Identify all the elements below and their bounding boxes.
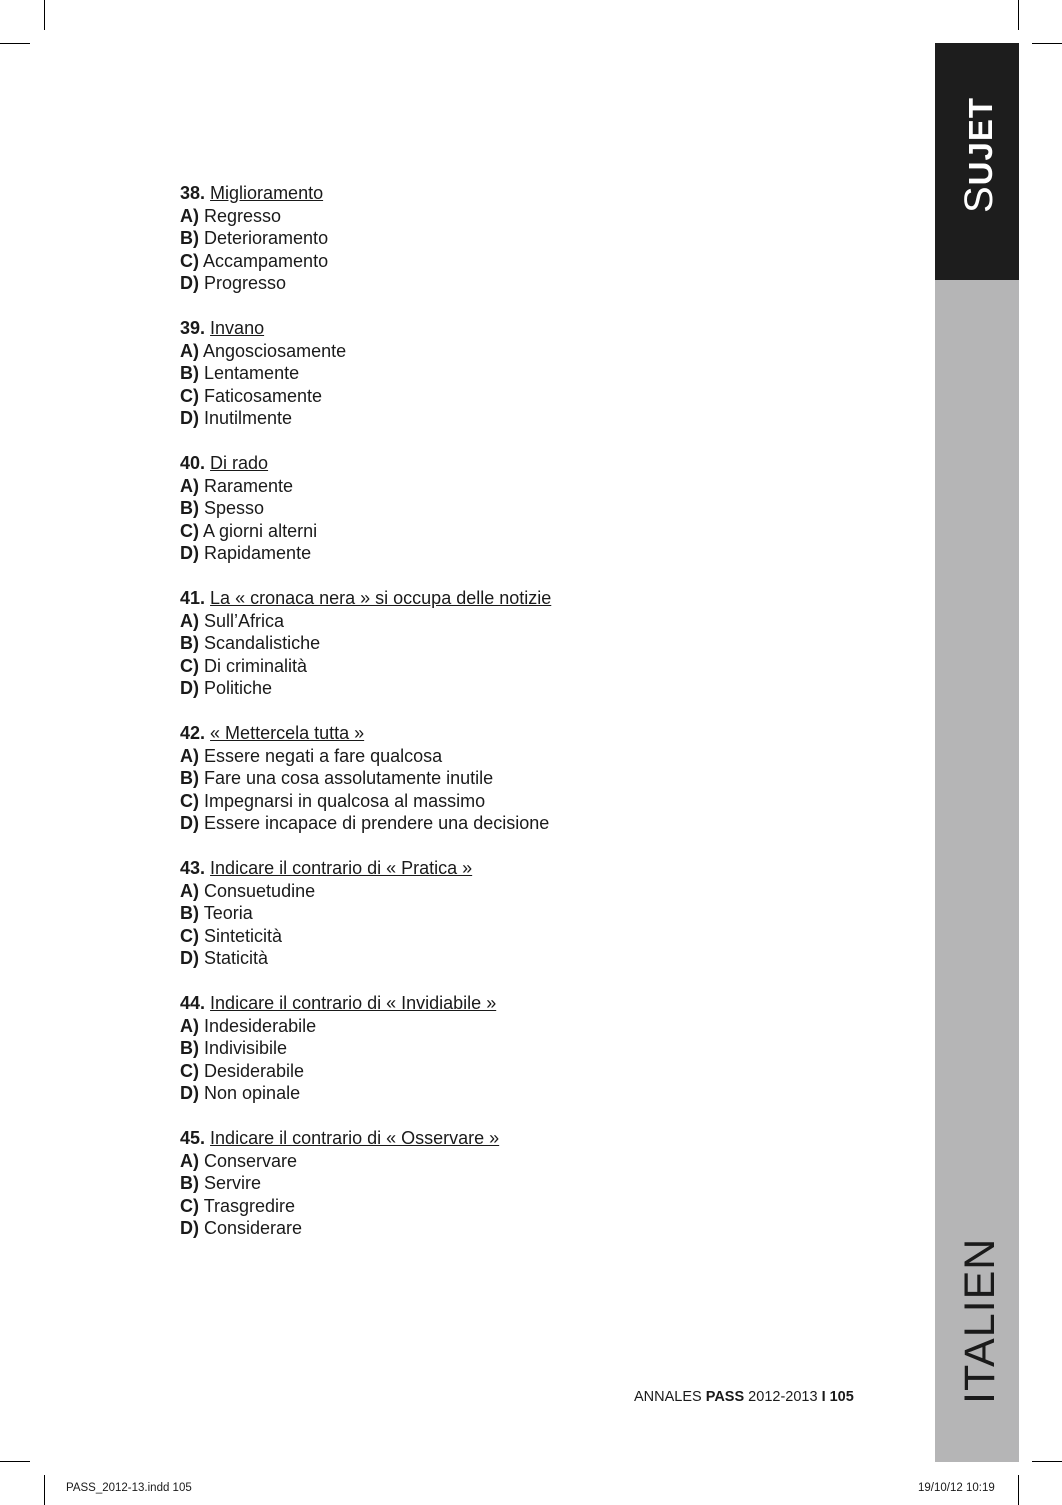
question-text: Indicare il contrario di « Osservare » bbox=[210, 1128, 500, 1148]
option-text: Desiderabile bbox=[204, 1060, 305, 1081]
question-text: Miglioramento bbox=[210, 183, 324, 203]
option-b bbox=[180, 632, 900, 655]
question-text: Indicare il contrario di « Invidiabile » bbox=[210, 993, 497, 1013]
option-c bbox=[180, 655, 900, 678]
option-text: Accampamento bbox=[203, 250, 329, 271]
option-letter: D) bbox=[180, 1083, 199, 1103]
option-letter: B) bbox=[180, 768, 199, 788]
option-text: Indesiderabile bbox=[204, 1015, 317, 1036]
footer-years: 2012-2013 bbox=[744, 1389, 822, 1405]
option-letter: C) bbox=[180, 790, 199, 811]
option-text: Politiche bbox=[204, 678, 273, 698]
option-letter: B) bbox=[180, 633, 199, 653]
option-letter: A) bbox=[180, 475, 199, 496]
option-letter: B) bbox=[180, 1173, 199, 1193]
option-b bbox=[180, 227, 900, 250]
option-letter: C) bbox=[180, 1195, 199, 1216]
question-42 bbox=[180, 722, 900, 835]
option-text: Non opinale bbox=[204, 1083, 301, 1103]
question-list bbox=[180, 182, 900, 1262]
section-label: ITALIEN bbox=[956, 1237, 1004, 1404]
crop-mark bbox=[0, 43, 30, 44]
question-heading bbox=[180, 182, 900, 205]
option-text: Di criminalità bbox=[204, 655, 308, 676]
option-d bbox=[180, 677, 900, 700]
option-letter: A) bbox=[180, 880, 199, 901]
question-44 bbox=[180, 992, 900, 1105]
option-c bbox=[180, 1060, 900, 1083]
crop-mark bbox=[1032, 1461, 1062, 1462]
option-letter: B) bbox=[180, 498, 199, 518]
crop-mark bbox=[0, 1461, 30, 1462]
question-39 bbox=[180, 317, 900, 430]
option-text: Progresso bbox=[204, 273, 287, 293]
option-a bbox=[180, 475, 900, 498]
option-c bbox=[180, 520, 900, 543]
option-text: Trasgredire bbox=[203, 1195, 296, 1216]
option-text: Essere incapace di prendere una decisione bbox=[204, 813, 550, 833]
option-text: Inutilmente bbox=[204, 408, 293, 428]
question-40 bbox=[180, 452, 900, 565]
option-b bbox=[180, 497, 900, 520]
option-b bbox=[180, 1172, 900, 1195]
option-c bbox=[180, 925, 900, 948]
question-38 bbox=[180, 182, 900, 295]
option-text: Considerare bbox=[204, 1218, 303, 1238]
question-number: 39. bbox=[180, 318, 206, 338]
option-c bbox=[180, 385, 900, 408]
option-letter: D) bbox=[180, 408, 199, 428]
option-text: Teoria bbox=[203, 903, 253, 923]
option-letter: A) bbox=[180, 610, 199, 631]
option-text: Fare una cosa assolutamente inutile bbox=[204, 768, 494, 788]
question-text: La « cronaca nera » si occupa delle notizie bbox=[210, 588, 552, 608]
page-footer bbox=[634, 1388, 854, 1406]
option-letter: C) bbox=[180, 520, 199, 541]
option-a bbox=[180, 205, 900, 228]
option-letter: D) bbox=[180, 678, 199, 698]
option-letter: B) bbox=[180, 363, 199, 383]
option-letter: D) bbox=[180, 543, 199, 563]
question-number: 38. bbox=[180, 183, 206, 203]
slug-datetime: 19/10/12 10:19 bbox=[918, 1482, 995, 1494]
option-text: Rapidamente bbox=[204, 543, 312, 563]
footer-brand: PASS bbox=[705, 1389, 745, 1405]
question-text: Indicare il contrario di « Pratica » bbox=[210, 858, 473, 878]
option-text: A giorni alterni bbox=[203, 520, 318, 541]
question-45 bbox=[180, 1127, 900, 1240]
crop-mark bbox=[1018, 0, 1019, 30]
option-d bbox=[180, 542, 900, 565]
option-letter: A) bbox=[180, 340, 199, 361]
question-number: 41. bbox=[180, 588, 206, 608]
page-number: I 105 bbox=[821, 1389, 854, 1405]
crop-mark bbox=[44, 0, 45, 30]
option-letter: B) bbox=[180, 903, 199, 923]
option-text: Servire bbox=[204, 1173, 262, 1193]
question-number: 43. bbox=[180, 858, 206, 878]
option-letter: C) bbox=[180, 1060, 199, 1081]
option-letter: A) bbox=[180, 205, 199, 226]
option-text: Deterioramento bbox=[204, 228, 329, 248]
question-number: 45. bbox=[180, 1128, 206, 1148]
question-heading bbox=[180, 857, 900, 880]
option-letter: D) bbox=[180, 948, 199, 968]
option-d bbox=[180, 1217, 900, 1240]
option-d bbox=[180, 1082, 900, 1105]
crop-mark bbox=[44, 1475, 45, 1505]
option-letter: A) bbox=[180, 1015, 199, 1036]
option-a bbox=[180, 1150, 900, 1173]
sujet-initial: S bbox=[957, 185, 1001, 213]
option-letter: D) bbox=[180, 813, 199, 833]
option-text: Lentamente bbox=[204, 363, 300, 383]
option-text: Scandalistiche bbox=[204, 633, 321, 653]
question-heading bbox=[180, 992, 900, 1015]
footer-prefix: ANNALES bbox=[634, 1389, 706, 1405]
question-text: Invano bbox=[210, 318, 265, 338]
option-a bbox=[180, 340, 900, 363]
crop-mark bbox=[1032, 43, 1062, 44]
option-text: Impegnarsi in qualcosa al massimo bbox=[204, 790, 486, 811]
question-number: 44. bbox=[180, 993, 206, 1013]
option-b bbox=[180, 362, 900, 385]
option-text: Spesso bbox=[204, 498, 265, 518]
option-text: Faticosamente bbox=[204, 385, 323, 406]
option-letter: A) bbox=[180, 1150, 199, 1171]
sujet-label bbox=[957, 97, 1003, 213]
option-letter: A) bbox=[180, 745, 199, 766]
option-text: Sinteticità bbox=[204, 925, 283, 946]
option-d bbox=[180, 407, 900, 430]
option-letter: D) bbox=[180, 273, 199, 293]
crop-mark bbox=[1018, 1475, 1019, 1505]
option-b bbox=[180, 902, 900, 925]
option-c bbox=[180, 1195, 900, 1218]
option-letter: C) bbox=[180, 925, 199, 946]
option-a bbox=[180, 1015, 900, 1038]
option-text: Conservare bbox=[204, 1150, 298, 1171]
question-number: 42. bbox=[180, 723, 206, 743]
option-letter: C) bbox=[180, 250, 199, 271]
option-a bbox=[180, 880, 900, 903]
option-text: Sull’Africa bbox=[204, 610, 285, 631]
option-c bbox=[180, 250, 900, 273]
option-b bbox=[180, 767, 900, 790]
option-text: Angosciosamente bbox=[203, 340, 347, 361]
question-heading bbox=[180, 722, 900, 745]
option-d bbox=[180, 947, 900, 970]
option-letter: C) bbox=[180, 385, 199, 406]
question-text: Di rado bbox=[210, 453, 269, 473]
option-d bbox=[180, 272, 900, 295]
option-text: Consuetudine bbox=[204, 880, 316, 901]
question-heading bbox=[180, 1127, 900, 1150]
option-text: Regresso bbox=[204, 205, 282, 226]
option-letter: B) bbox=[180, 1038, 199, 1058]
question-text: « Mettercela tutta » bbox=[210, 723, 365, 743]
question-heading bbox=[180, 452, 900, 475]
option-text: Staticità bbox=[204, 948, 269, 968]
question-heading bbox=[180, 587, 900, 610]
option-letter: C) bbox=[180, 655, 199, 676]
question-number: 40. bbox=[180, 453, 206, 473]
question-43 bbox=[180, 857, 900, 970]
option-a bbox=[180, 610, 900, 633]
option-text: Essere negati a fare qualcosa bbox=[204, 745, 443, 766]
option-c bbox=[180, 790, 900, 813]
option-d bbox=[180, 812, 900, 835]
sujet-rest: UJET bbox=[962, 96, 999, 186]
option-b bbox=[180, 1037, 900, 1060]
question-heading bbox=[180, 317, 900, 340]
option-text: Indivisibile bbox=[204, 1038, 288, 1058]
slug-filename: PASS_2012-13.indd 105 bbox=[66, 1482, 192, 1494]
option-a bbox=[180, 745, 900, 768]
option-letter: B) bbox=[180, 228, 199, 248]
option-text: Raramente bbox=[204, 475, 294, 496]
question-41 bbox=[180, 587, 900, 700]
option-letter: D) bbox=[180, 1218, 199, 1238]
